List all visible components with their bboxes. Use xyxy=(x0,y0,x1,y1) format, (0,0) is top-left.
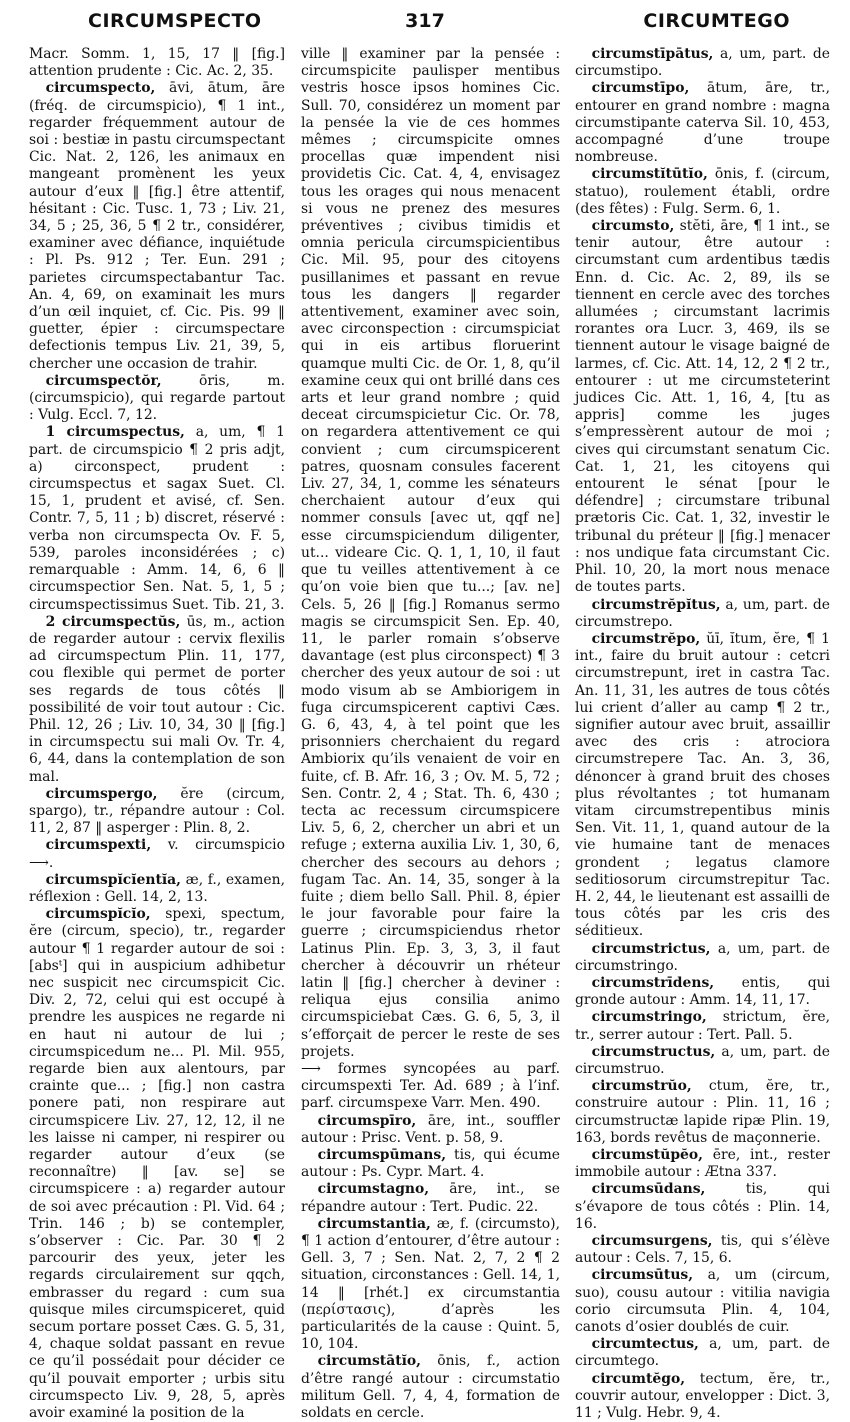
entry-headword: 2 circumspectŭs, xyxy=(45,613,181,630)
dictionary-entry xyxy=(29,837,285,871)
column-3 xyxy=(575,46,831,1422)
entry-text: a, um (circum, suo), cousu autour : vitilia navigia corio circumsuta Plin. 4, 104, canots d’osier doublés de cuir. xyxy=(575,1267,830,1336)
entry-headword: circumstructus, xyxy=(591,1043,716,1060)
page-number: 317 xyxy=(405,10,445,32)
entry-text: a, um, part. de circumstrepo. xyxy=(575,596,830,630)
entry-text: ōnis, f., action d’être rangé autour : circumstatio militum Gell. 7, 4, 4, formation de soldats en cercle. xyxy=(301,1353,561,1422)
entry-headword: circumstagno, xyxy=(317,1181,430,1198)
entry-text: a, um, part. de circumstruo. xyxy=(575,1043,831,1077)
dictionary-entry xyxy=(575,1181,830,1233)
entry-text: tectum, ĕre, tr., couvrir autour, envelopper : Dict. 3, 11 ; Vulg. Hebr. 9, 4. xyxy=(575,1370,830,1422)
dictionary-entry xyxy=(301,46,560,1061)
dictionary-entry xyxy=(575,46,830,80)
entry-headword: circumspĭcĭentĭa, xyxy=(45,871,181,888)
entry-text: æ, f., examen, réflexion : Gell. 14, 2, 13. xyxy=(29,871,285,905)
entry-text: ēre, int., rester immobile autour : Ætna 337. xyxy=(575,1147,830,1181)
entry-headword: circumstringo, xyxy=(591,1009,707,1026)
entry-text: stĕti, āre, ¶ 1 int., se tenir autour, être autour : circumstant cum ardentibus tædis Enn. d. Cic. Ac. 2, 89, ils se tiennent en cercle avec des torches allumées ; circumstant lacrimis rorantes ora Lucr. 3, 469, ils se tiennent autour le visage baigné de larmes, cf. Cic. Att. 14, 12, 2 ¶ 2 tr., entourer : ut me circumsteterint judices Cic. Att. 1, 16, 4, [tu as appris] comme les juges s’empressèrent autour de moi ; cives qui circumstant senatum Cic. Cat. 1, 21, les citoyens qui entourent le sénat [pour le défendre] ; circumstare tribunal prætoris Cic. Cat. 1, 32, investir le tribunal du préteur ‖ [fig.] menacer : nos undique fata circumstant Cic. Phil. 10, 20, la mort nous menace de toutes parts. xyxy=(575,218,830,596)
dictionary-entry xyxy=(301,1113,560,1147)
entry-headword: circumstātĭo, xyxy=(317,1353,422,1370)
entry-headword: circumstrŭo, xyxy=(591,1078,692,1095)
page-header xyxy=(0,10,850,44)
entry-text: Macr. Somm. 1, 15, 17 ‖ [fig.] attention prudente : Cic. Ac. 2, 35. xyxy=(29,46,285,80)
running-head-right: CIRCUMTEGO xyxy=(643,10,790,32)
entry-headword: circumspergo, xyxy=(45,785,158,802)
dictionary-entry xyxy=(575,1371,830,1422)
dictionary-entry xyxy=(301,1353,560,1422)
dictionary-entry xyxy=(575,1336,830,1370)
entry-text: ōris, m. (circumspicio), qui regarde partout : Vulg. Eccl. 7, 12. xyxy=(29,372,285,424)
entry-text: a, um, ¶ 1 part. de circumspicio ¶ 2 pris adjt, a) circonspect, prudent : circumspectus et sagax Suet. Cl. 15, 1, prudent et avisé, cf. Sen. Contr. 7, 5, 11 ; b) discret, réservé : verba non circumspecta Ov. F. 5, 539, paroles inconsidérées ; c) remarquable : Amm. 14, 6, 6 ‖ circumspectior Sen. Nat. 5, 1, 5 ; circumspectissimus Suet. Tib. 21, 3. xyxy=(29,424,286,613)
dictionary-entry xyxy=(575,80,830,166)
entry-text: ⟶ formes syncopées au parf. circumspexti Ter. Ad. 689 ; à l’inf. parf. circumspexe Varr. Men. 490. xyxy=(301,1060,560,1112)
dictionary-entry xyxy=(575,597,830,631)
entry-headword: circumstrĕpo, xyxy=(591,630,701,647)
dictionary-entry xyxy=(29,424,285,613)
dictionary-entry xyxy=(301,1061,560,1113)
entry-text: ĕre (circum, spargo), tr., répandre autour : Col. 11, 2, 87 ‖ asperger : Plin. 8, 2. xyxy=(29,785,285,837)
entry-headword: circumspecto, xyxy=(45,80,156,97)
entry-text: spexi, spectum, ĕre (circum, specio), tr., regarder autour ¶ 1 regarder autour de soi : [absᵗ] qui in auspicium adhibetur nec suspicit nec circumspicit Cic. Div. 2, 72, celui qui est occupé à prendre les auspices ne regarde ni en haut ni autour de lui ; circumspicedum ne... Pl. Mil. 955, regarde bien aux alentours, par crainte que... ; [fig.] non castra ponere pati, non respirare aut circumspicere Liv. 27, 12, 12, il ne les laisse ni camper, ni respirer ou regarder autour d’eux (se reconnaître) ‖ [av. se] se circumspicere : a) regarder autour de soi avec précaution : Pl. Vid. 64 ; Trin. 146 ; b) se contempler, s’observer : Cic. Par. 30 ¶ 2 parcourir des yeux, jeter les regards circulairement sur qqch, embrasser du regard : cum sua quisque miles circumspiceret, quid secum portare posset Cæs. G. 5, 31, 4, chaque soldat passant en revue ce qu’il possédait pour décider ce qu’il pouvait emporter ; urbis situ circumspecto Liv. 9, 28, 5, après avoir examiné la position de la xyxy=(29,906,285,1422)
entry-headword: circumspūmans, xyxy=(317,1147,447,1163)
dictionary-entry xyxy=(301,1216,560,1354)
entry-text: strictum, ĕre, tr., serrer autour : Tert. Pall. 5. xyxy=(575,1009,830,1043)
entry-text: ctum, ĕre, tr., construire autour : Plin. 11, 16 ; circumstructæ lapide ripæ Plin. 19, 163, bords revêtus de maçonnerie. xyxy=(575,1078,830,1146)
entry-headword: circumstīpo, xyxy=(591,80,690,97)
entry-text: ātum, āre, tr., entourer en grand nombre : magna circumstipante caterva Sil. 10, 453, accompagné d’une troupe nombreuse. xyxy=(575,80,830,166)
dictionary-entry xyxy=(575,1233,830,1267)
column-2 xyxy=(301,46,561,1422)
entry-headword: circumsurgens, xyxy=(591,1233,713,1250)
entry-text: v. circumspicio ⟶. xyxy=(29,837,285,871)
dictionary-entry xyxy=(575,1009,830,1043)
dictionary-entry xyxy=(575,1267,830,1336)
dictionary-entry xyxy=(29,906,285,1422)
entry-headword: circumtectus, xyxy=(591,1336,699,1353)
entry-text: ūs, m., action de regarder autour : cervix flexilis ad circumspectum Plin. 11, 177, cou flexible qui permet de porter ses regards de tous côtés ‖ possibilité de voir tout autour : Cic. Phil. 12, 26 ; Liv. 10, 34, 30 ‖ [fig.] in circumspectu sui mali Ov. Tr. 4, 6, 44, dans la contemplation de son mal. xyxy=(29,613,285,785)
entry-headword: circumspĭcĭo, xyxy=(45,906,151,923)
dictionary-entry xyxy=(29,872,285,906)
entry-headword: circumsūtus, xyxy=(591,1267,694,1284)
entry-text: a, um, part. de circumstipo. xyxy=(575,46,831,80)
entry-headword: circumsūdans, xyxy=(591,1181,706,1198)
entry-text: ōnis, f. (circum, statuo), roulement établi, ordre (des fêtes) : Fulg. Serm. 6, 1. xyxy=(575,166,830,217)
entry-headword: 1 circumspectus, xyxy=(45,424,185,441)
entry-text: āre, int., se répandre autour : Tert. Pudic. 22. xyxy=(301,1181,560,1215)
entry-text: āvi, ātum, āre (fréq. de circumspicio), ¶ 1 int., regarder fréquemment autour de soi : bestiæ in pastu circumspectant Cic. Nat. 2, 126, les animaux en mangeant promènent les yeux autour d’eux ‖ [fig.] être attentif, hésitant : Cic. Tusc. 1, 73 ; Liv. 21, 34, 5 ; 25, 36, 5 ¶ 2 tr., considérer, examiner avec défiance, inquiétude : Pl. Ps. 912 ; Ter. Eun. 291 ; parietes circumspectabantur Tac. An. 4, 69, on examinait les murs d’un œil inquiet, cf. Cic. Pis. 99 ‖ guetter, épier : circumspectare defectionis tempus Liv. 21, 39, 5, chercher une occasion de trahir. xyxy=(29,80,285,372)
entry-text: æ, f. (circumsto), ¶ 1 action d’entourer, d’être autour : Gell. 3, 7 ; Sen. Nat. 2, 7, 2 ¶ 2 situation, circonstances : Gell. 14, 1, 14 ‖ [rhét.] ex circumstantia (περίστασις), d’après les particularités de la cause : Quint. 5, 10, 104. xyxy=(301,1215,560,1353)
entry-headword: circumstŭpĕo, xyxy=(591,1147,703,1163)
dictionary-entry xyxy=(575,166,830,218)
entry-text: āre, int., souffler autour : Prisc. Vent. p. 58, 9. xyxy=(301,1112,560,1146)
running-head-left: CIRCUMSPECTO xyxy=(88,10,262,32)
entry-headword: circumstantia, xyxy=(317,1215,431,1232)
entry-headword: circumstrĕpĭtus, xyxy=(591,596,721,613)
dictionary-entry xyxy=(29,786,285,838)
entry-headword: circumspexti, xyxy=(45,837,152,854)
entry-text: tis, qui s’évapore de tous côtés : Plin. 14, 16. xyxy=(575,1181,830,1232)
entry-text: a, um, part. de circumtego. xyxy=(575,1336,830,1370)
entry-headword: circumstrictus, xyxy=(591,940,711,957)
dictionary-entry xyxy=(29,80,285,372)
entry-headword: circumstīpātus, xyxy=(591,46,714,62)
entry-text: entis, qui gronde autour : Amm. 14, 11, 17. xyxy=(575,974,831,1009)
entry-headword: circumstrīdens, xyxy=(591,974,715,991)
entry-text: a, um, part. de circumstringo. xyxy=(575,940,831,974)
dictionary-entry xyxy=(575,975,830,1009)
dictionary-entry xyxy=(575,941,830,975)
dictionary-entry xyxy=(575,1078,830,1147)
dictionary-entry xyxy=(29,373,285,425)
dictionary-entry xyxy=(575,1147,830,1181)
dictionary-entry xyxy=(575,218,830,596)
entry-headword: circumstĭtūtĭo, xyxy=(591,166,708,183)
dictionary-entry xyxy=(575,1044,830,1078)
entry-text: ŭī, ĭtum, ĕre, ¶ 1 int., faire du bruit autour : cetcri circumstrepunt, iret in castra Tac. An. 11, 31, les autres de tous côtés lui crient d’aller au camp ¶ 2 tr., signifier autour avec bruit, assaillir avec des cris : atrociora circumstrepere Tac. An. 3, 36, dénoncer à grand bruit des choses plus révoltantes ; tot humanam vitam circumstrepentibus minis Sen. Vit. 11, 1, quand autour de la vie humaine tant de menaces grondent ; legatus clamore seditiosorum circumstrepitur Tac. H. 2, 44, le lieutenant est assailli de tous côtés par les cris des séditieux. xyxy=(575,630,830,940)
entry-headword: circumtĕgo, xyxy=(591,1370,686,1387)
entry-text: ville ‖ examiner par la pensée : circumspicite paulisper mentibus vestris hosce ipsos homines Cic. Sull. 70, considérez un moment par la pensée la vie de ces hommes mêmes ; circumspicite omnes procellas quæ impendent nisi providetis Cic. Cat. 4, 4, envisagez tous les orages qui nous menacent si vous ne prenez des mesures préventives ; civibus timidis et omnia pericula circumspicientibus Cic. Mil. 95, pour des citoyens pusillanimes et passant en revue tous les dangers ‖ regarder attentivement, examiner avec soin, avec circonspection : circumspiciat qui in eis artibus floruerint quamque multi Cic. de Or. 1, 8, qu’il examine ceux qui ont brillé dans ces arts et leur grand nombre ; quid deceat circumspicietur Cic. Or. 78, on regardera attentivement ce qui convient ; cum circumspicerent patres, quosnam consules facerent Liv. 27, 34, 1, comme les sénateurs cherchaient autour d’eux qui nommer consuls [avec ut, qqf ne] esse circumspiciendum diligenter, ut... videare Cic. Q. 1, 1, 10, il faut que tu veilles attentivement à ce qu’on voie bien que tu...; [av. ne] Cels. 5, 26 ‖ [fig.] Romanus sermo magis se circumspicit Sen. Ep. 40, 11, le parler romain s’observe davantage (est plus circonspect) ¶ 3 chercher des yeux autour de soi : ut modo visum ab se Ambiorigem in fuga circumspicerent captivi Cæs. G. 6, 43, 4, à tel point que les prisonniers cherchaient du regard Ambiorix qu’ils venaient de voir en fuite, cf. B. Afr. 16, 3 ; Ov. M. 5, 72 ; Sen. Contr. 2, 4 ; Stat. Th. 6, 430 ; tecta ac recessum circumspicere Liv. 5, 6, 2, chercher un abri et un refuge ; externa auxilia Liv. 1, 30, 6, chercher des secours au dehors ; fugam Tac. An. 14, 35, songer à la fuite ; diem bello Sall. Phil. 8, épier le jour favorable pour faire la guerre ; circumspiciendus rhetor Latinus Plin. Ep. 3, 3, 3, il faut chercher à découvrir un rhéteur latin ‖ [fig.] chercher à deviner : reliqua ejus consilia animo circumspiciebat Cæs. G. 6, 5, 3, il s’efforçait de percer le reste de ses projets. xyxy=(301,46,560,1060)
dictionary-entry xyxy=(29,46,285,80)
entry-headword: circumsto, xyxy=(591,218,675,235)
dictionary-entry xyxy=(29,614,285,786)
entry-headword: circumspectŏr, xyxy=(45,372,162,389)
dictionary-entry xyxy=(301,1181,560,1215)
dictionary-entry xyxy=(301,1147,560,1181)
dictionary-entry xyxy=(575,631,830,941)
entry-headword: circumspīro, xyxy=(317,1112,417,1129)
entry-text: tis, qui écume autour : Ps. Cypr. Mart. 4. xyxy=(301,1147,560,1181)
entry-text: tis, qui s’élève autour : Cels. 7, 15, 6. xyxy=(575,1233,830,1267)
column-1 xyxy=(29,46,286,1422)
